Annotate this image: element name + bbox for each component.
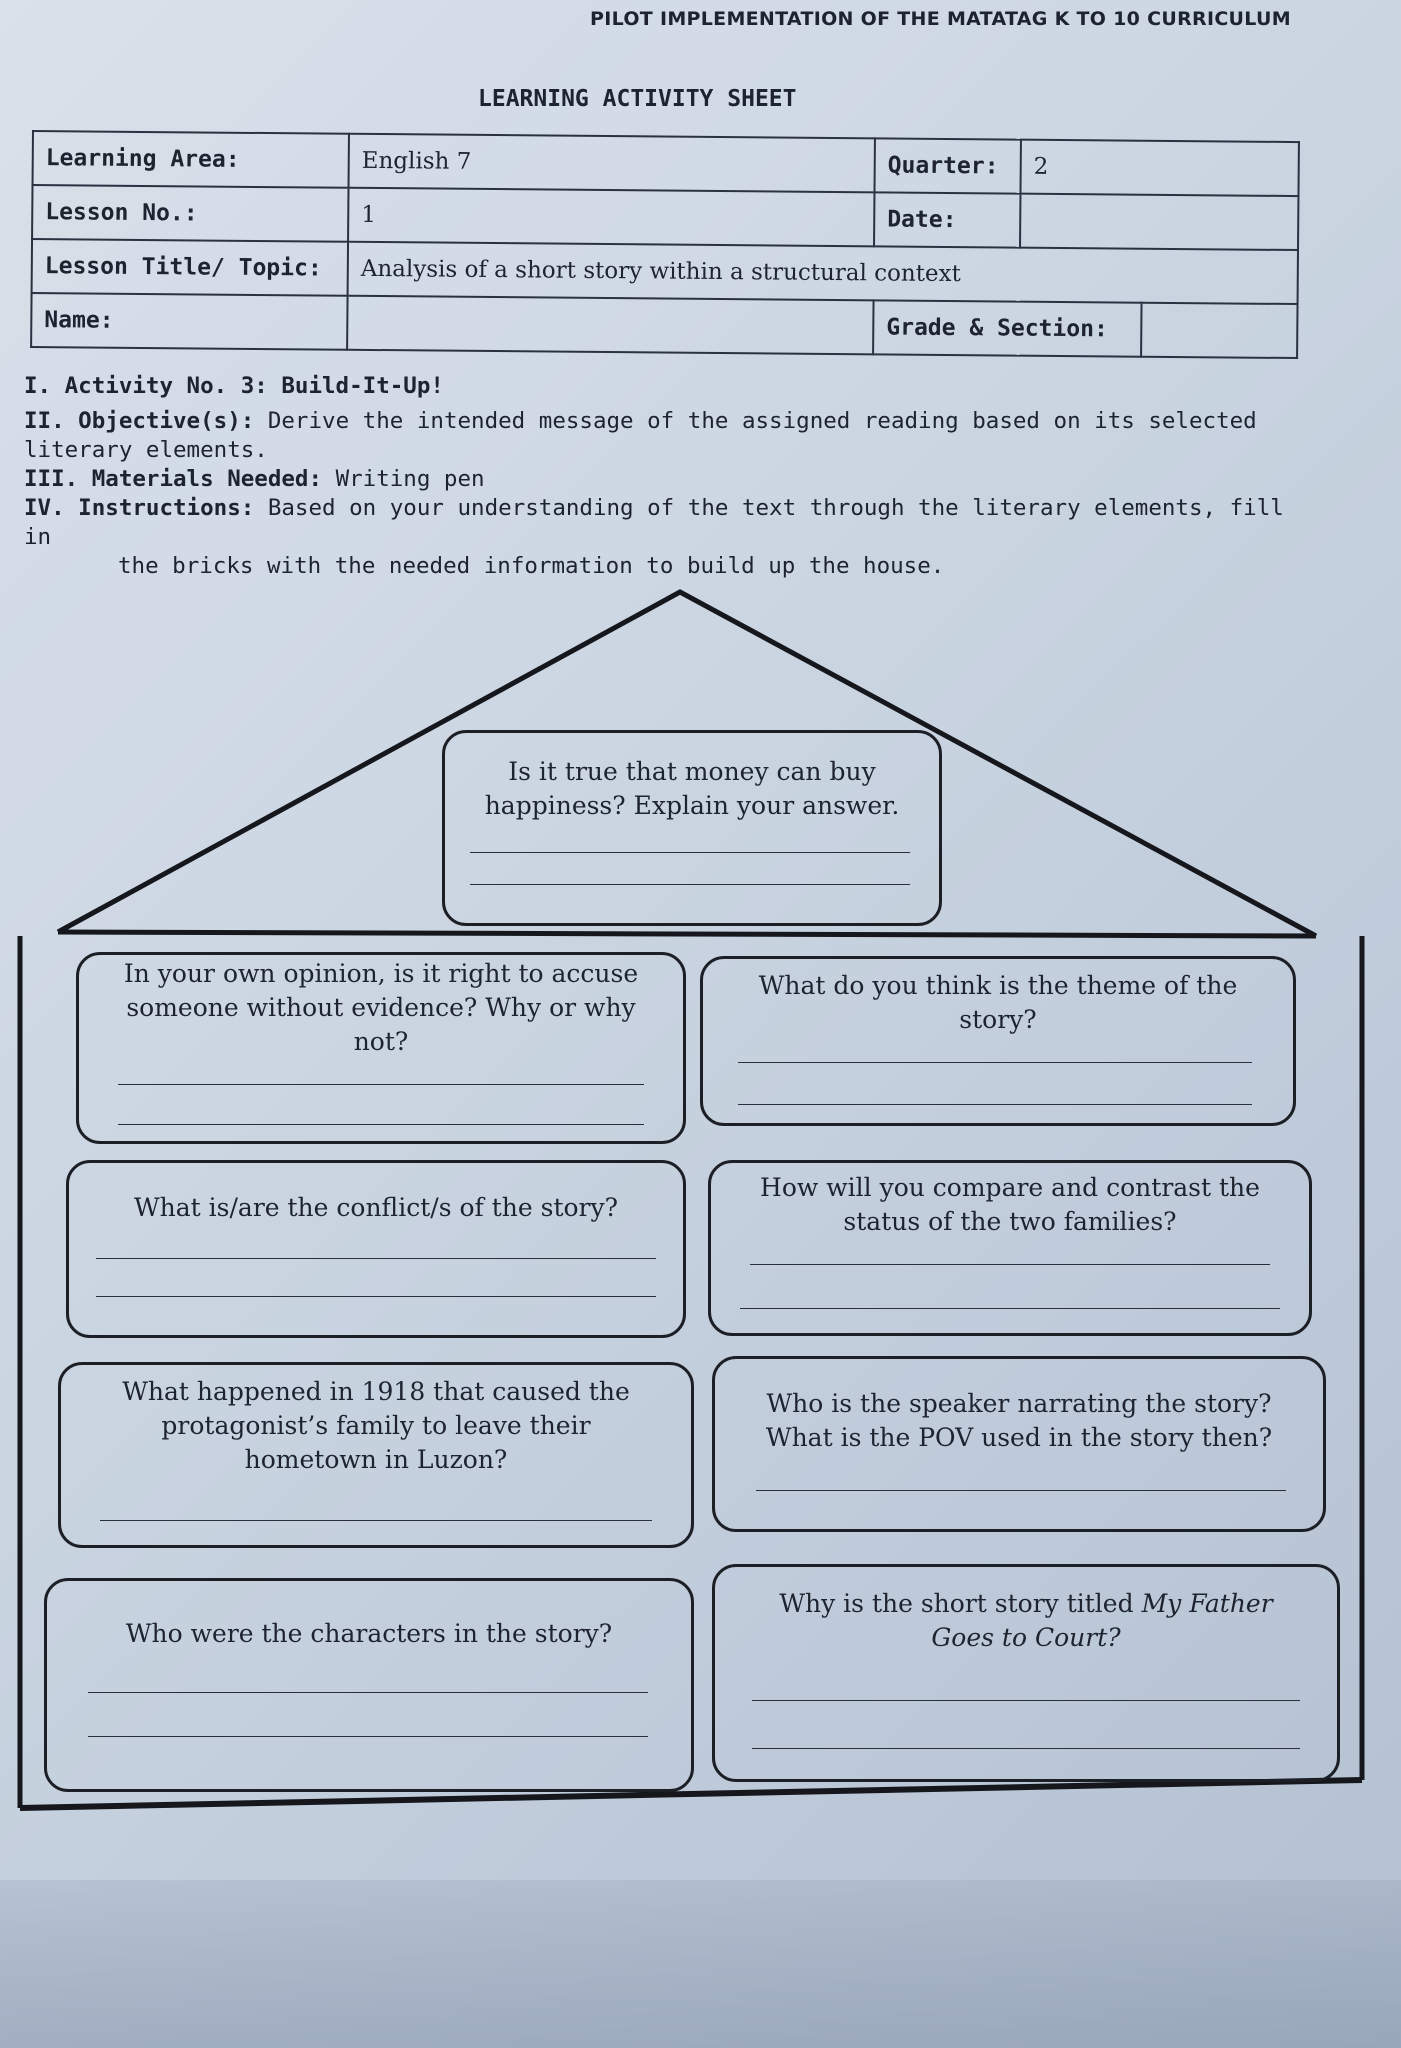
b6-line-2: What is the POV used in the story then? <box>765 1423 1273 1452</box>
roof-question-line-1: Is it true that money can buy <box>508 757 876 786</box>
roof-base-line <box>58 932 1316 936</box>
b4-line-1: How will you compare and contrast the <box>760 1173 1260 1202</box>
roof-question-line-2: happiness? Explain your answer. <box>484 791 900 820</box>
b8-title-part-2: Goes to Court? <box>931 1623 1121 1652</box>
brick-speaker-pov[interactable] <box>712 1356 1326 1532</box>
name-label: Name: <box>31 293 347 350</box>
b1-line-1: In your own opinion, is it right to accuse <box>123 959 639 988</box>
instructions-text: Based on your understanding of the text through the literary elements, fill in <box>24 495 1284 550</box>
brick-theme[interactable] <box>700 956 1296 1126</box>
b5-line-3: hometown in Luzon? <box>244 1445 508 1474</box>
lesson-no-label: Lesson No.: <box>32 185 348 242</box>
materials-label: III. Materials Needed: <box>24 466 323 492</box>
learning-area-value: English 7 <box>349 134 875 193</box>
b8-title-part-1: My Father <box>1141 1589 1273 1618</box>
lesson-no-value: 1 <box>348 188 874 247</box>
b8-answer-line-2[interactable] <box>752 1748 1300 1749</box>
b2-answer-line-1[interactable] <box>738 1062 1252 1063</box>
b7-line-1: Who were the characters in the story? <box>125 1619 613 1648</box>
b4-line-2: status of the two families? <box>843 1207 1177 1236</box>
b1-line-2: someone without evidence? Why or why <box>126 993 636 1022</box>
b5-line-1: What happened in 1918 that caused the <box>122 1377 630 1406</box>
roof-answer-line-2[interactable] <box>470 884 910 885</box>
objective-text-2: literary elements. <box>24 437 268 463</box>
b3-answer-line-1[interactable] <box>96 1258 656 1259</box>
lesson-title-label: Lesson Title/ Topic: <box>32 239 348 296</box>
materials-text: Writing pen <box>335 466 485 492</box>
quarter-value: 2 <box>1020 140 1298 196</box>
quarter-label: Quarter: <box>874 138 1020 193</box>
b4-answer-line-1[interactable] <box>750 1264 1270 1265</box>
brick-conflict[interactable] <box>66 1160 686 1338</box>
b4-answer-line-2[interactable] <box>740 1308 1280 1309</box>
sheet-title: LEARNING ACTIVITY SHEET <box>478 86 797 112</box>
date-label: Date: <box>874 192 1020 247</box>
b6-answer-line-1[interactable] <box>756 1490 1286 1491</box>
b6-line-1: Who is the speaker narrating the story? <box>766 1389 1272 1418</box>
instructions-label: IV. Instructions: <box>24 495 255 521</box>
objective-text: Derive the intended message of the assigned reading based on its selected <box>267 408 1257 434</box>
b1-line-3: not? <box>353 1027 409 1056</box>
roof-brick[interactable] <box>442 730 942 926</box>
b1-answer-line-2[interactable] <box>118 1124 644 1125</box>
brick-accuse-evidence[interactable] <box>76 952 686 1144</box>
b3-answer-line-2[interactable] <box>96 1296 656 1297</box>
learning-area-label: Learning Area: <box>33 131 349 188</box>
b5-answer-line-1[interactable] <box>100 1520 652 1521</box>
grade-section-label: Grade & Section: <box>873 300 1141 356</box>
b8-question-text: Why is the short story titled <box>779 1589 1134 1618</box>
b2-line-1: What do you think is the theme of the <box>758 971 1238 1000</box>
b1-answer-line-1[interactable] <box>118 1084 644 1085</box>
b3-line-1: What is/are the conflict/s of the story? <box>133 1193 619 1222</box>
instructions-text-2: the bricks with the needed information to build up the house. <box>118 553 945 579</box>
b2-answer-line-2[interactable] <box>738 1104 1252 1105</box>
brick-title-meaning[interactable] <box>712 1564 1340 1782</box>
roof-answer-line-1[interactable] <box>470 852 910 853</box>
b2-line-2: story? <box>959 1005 1037 1034</box>
lesson-title-value: Analysis of a short story within a structural context <box>348 242 1298 304</box>
brick-compare-families[interactable] <box>708 1160 1312 1336</box>
objective-label: II. Objective(s): <box>24 408 255 434</box>
b8-line-1 <box>715 1587 1337 1621</box>
b7-answer-line-1[interactable] <box>88 1692 648 1693</box>
b8-answer-line-1[interactable] <box>752 1700 1300 1701</box>
b7-answer-line-2[interactable] <box>88 1736 648 1737</box>
curriculum-header: PILOT IMPLEMENTATION OF THE MATATAG K TO 10 CURRICULUM <box>590 8 1291 30</box>
b5-line-2: protagonist’s family to leave their <box>161 1411 591 1440</box>
activity-label: I. Activity No. 3: Build-It-Up! <box>24 373 444 399</box>
brick-characters[interactable] <box>44 1578 694 1792</box>
